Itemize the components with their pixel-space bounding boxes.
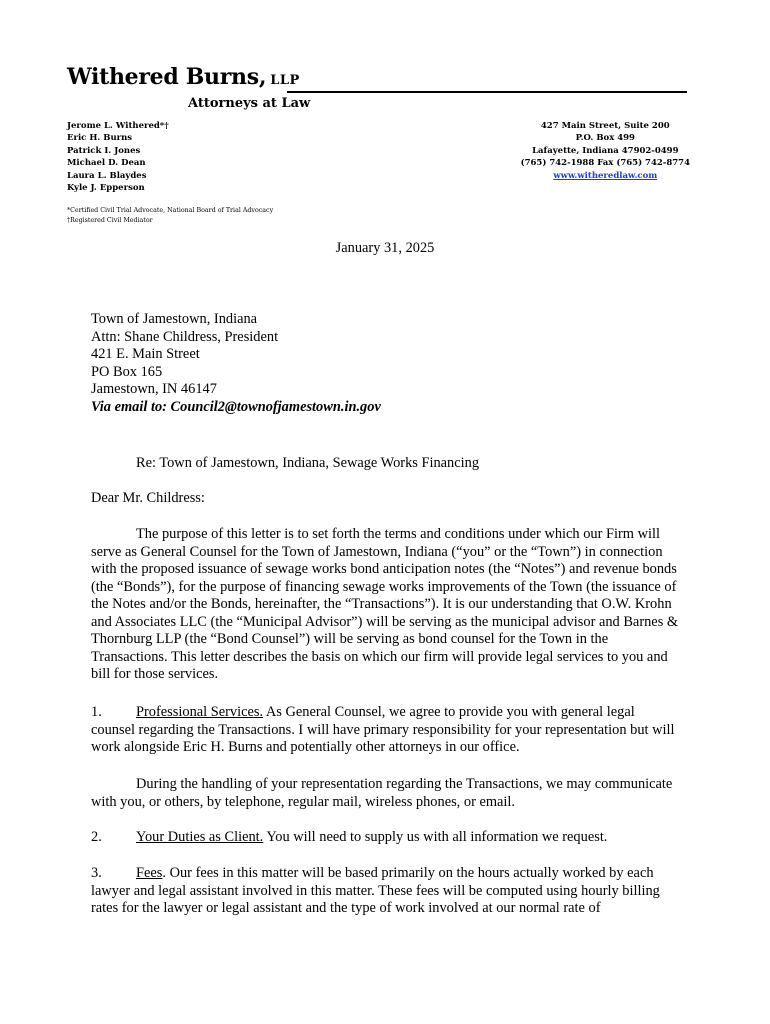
attorney-name: Jerome L. Withered*† xyxy=(67,121,169,131)
section-heading: Fees xyxy=(136,865,163,881)
section-heading: Professional Services. xyxy=(136,704,264,720)
website-link[interactable]: www.witheredlaw.com xyxy=(553,170,658,181)
firm-subtitle: Attorneys at Law xyxy=(188,96,311,111)
firm-name-text: Withered Burns, xyxy=(67,64,267,90)
recipient-email-line: Via email to: Council2@townofjamestown.in.gov xyxy=(91,398,381,415)
recipient-line: Town of Jamestown, Indiana xyxy=(91,311,258,327)
recipient-line: 421 E. Main Street xyxy=(91,346,200,362)
section-professional-services xyxy=(91,704,681,757)
letterhead-rule xyxy=(287,91,687,93)
section-fees xyxy=(91,865,681,918)
firm-name xyxy=(67,64,300,90)
address-street: 427 Main Street, Suite 200 xyxy=(540,121,670,131)
footnote: *Certified Civil Trial Advocate, National Board of Trial Advocacy xyxy=(67,207,274,214)
section-number: 2. xyxy=(91,829,102,845)
salutation: Dear Mr. Childress: xyxy=(91,490,205,506)
section-communications xyxy=(91,776,681,811)
footnote: †Registered Civil Mediator xyxy=(67,216,153,224)
recipient-line: Attn: Shane Childress, President xyxy=(91,328,279,345)
attorney-name: Patrick I. Jones xyxy=(67,145,141,156)
attorney-name: Michael D. Dean xyxy=(67,158,146,169)
address-phone: (765) 742-1988 Fax (765) 742-8774 xyxy=(520,158,690,169)
re-line: Re: Town of Jamestown, Indiana, Sewage Works Financing xyxy=(136,455,480,471)
firm-suffix: LLP xyxy=(270,73,300,88)
attorney-name: Kyle J. Epperson xyxy=(67,183,145,194)
recipient-block xyxy=(91,311,381,416)
intro-paragraph xyxy=(91,526,681,684)
letter-date: January 31, 2025 xyxy=(335,240,435,256)
section-client-duties xyxy=(91,829,681,847)
intro-text: The purpose of this letter is to set forth the terms and conditions under which our Firm will serve as General Counsel for the Town of Jamestown, Indiana (“you” or the “Town”) in connection with the proposed issuance of sewage works bond anticipation notes (the “Notes”) and revenue bonds (the “Bonds”), for the purpose of financing sewage works improvements of the Town (the issuance of the Notes and/or the Bonds, hereinafter, the “Transactions”). It is our understanding that O.W. Krohn and Associates LLC (the “Municipal Advisor”) will be serving as the municipal advisor and Barnes & Thornburg LLP (the “Bond Counsel”) will be serving as bond counsel for the Town in the Transactions. This letter describes the basis on which our firm will provide legal services to you and bill for those services. xyxy=(91,526,679,682)
section-text: As General Counsel, we agree to provide you with general legal counsel regarding the Transactions. I will have primary responsibility for your representation but will work alongside Eric H. Burns and potentially other attorneys in our office. xyxy=(91,704,675,755)
section-text: . Our fees in this matter will be based primarily on the hours actually worked by each lawyer and legal assistant involved in this matter. These fees will be computed using hourly billing rates for the lawyer or legal assistant and the type of work involved at our normal rate of xyxy=(91,865,660,916)
attorney-list xyxy=(67,120,169,194)
section-number: 3. xyxy=(91,865,102,881)
firm-address xyxy=(521,120,690,182)
recipient-line: PO Box 165 xyxy=(91,363,163,380)
recipient-line: Jamestown, IN 46147 xyxy=(91,381,217,397)
letterhead-footnotes xyxy=(67,206,273,225)
section-text: During the handling of your representation regarding the Transactions, we may communicate with you, or others, by telephone, regular mail, wireless phones, or email. xyxy=(91,776,673,810)
attorney-name: Eric H. Burns xyxy=(67,133,133,144)
attorney-name: Laura L. Blaydes xyxy=(67,170,147,181)
address-city: Lafayette, Indiana 47902-0499 xyxy=(532,145,679,156)
section-heading: Your Duties as Client. xyxy=(136,829,264,845)
section-number: 1. xyxy=(91,704,102,720)
address-po-box: P.O. Box 499 xyxy=(575,133,635,144)
section-text: You will need to supply us with all information we request. xyxy=(263,829,608,845)
